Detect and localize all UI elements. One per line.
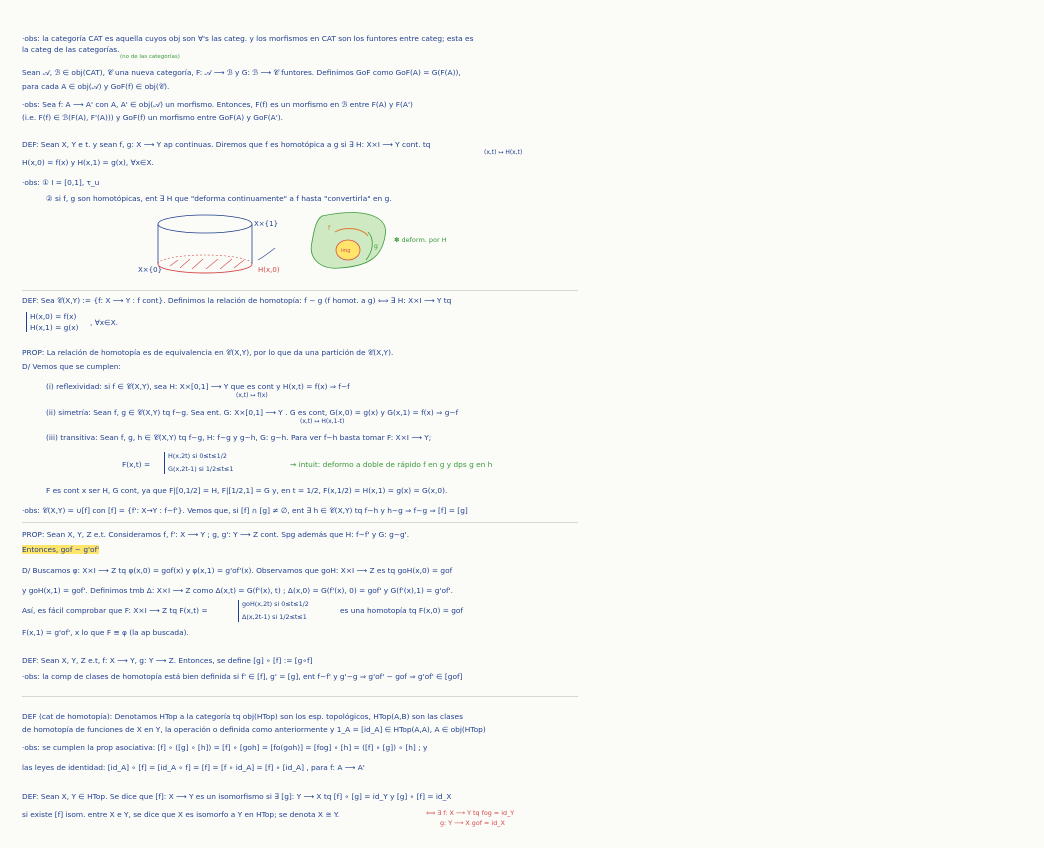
brace: [238, 600, 239, 622]
transitive-F-case2: G(x,2t-1) si 1/2≤t≤1: [168, 465, 234, 473]
obs-interval: ·obs: ① I = [0,1], τ_u: [22, 178, 100, 187]
obs-associative: ·obs: se cumplen la prop asociativa: [f] ∘ ([g] ∘ [h]) = [f] ∘ [goh] = [fo(goh)] = [fog] ∘ [h] = ([f] ∘ [g]) ∘ [h] ; y: [22, 743, 428, 752]
obs-class-composition: ·obs: la comp de clases de homotopía está bien definida si f' ∈ [f], g' = [g], ent f∼f' y g'∼g ⇒ g'of' ∼ gof ⇒ g'of' ∈ [gof]: [22, 672, 463, 681]
fig-label-x0: X×{0}: [138, 266, 163, 274]
proof-composition-4: F(x,1) = g'of', x lo que F ≡ φ (la ap buscada).: [22, 628, 189, 637]
def-composition-line2: para cada A ∈ obj(𝒜) y GoF(f) ∈ obj(𝒞).: [22, 82, 170, 91]
homotopy-cond-0: H(x,0) = f(x): [30, 312, 77, 321]
obs-deform: ② si f, g son homotópicas, ent ∃ H que "deforma continuamente" a f hasta "convertirla" en g.: [46, 194, 392, 203]
proof-composition-1: D/ Buscamos φ: X×I ⟶ Z tq φ(x,0) = gof(x) y φ(x,1) = g'of'(x). Observamos que goH: X×I ⟶ Z es tq goH(x,0) = gof: [22, 566, 453, 575]
def-composition: Sean 𝒜, ℬ ∈ obj(CAT), 𝒞 una nueva categoría, F: 𝒜 ⟶ ℬ y G: ℬ ⟶ 𝒞 funtores. Definimos GoF como GoF(A) = G(F(A)),: [22, 68, 461, 77]
obs-cat-line: ·obs: la categoría CAT es aquella cuyos obj son ∀'s las categ. y los morfismos en CAT son los funtores entre categ; esta es: [22, 34, 474, 43]
obs-partition: ·obs: 𝒞(X,Y) = ∪[f] con [f] = {f': X→Y : f∼f'}. Vemos que, si [f] ∩ [g] ≠ ∅, ent ∃ h ∈ 𝒞(X,Y) tq f∼h y h∼g ⇒ f∼g ⇒ [f] = [g]: [22, 506, 468, 515]
proof-symmetric-map: (x,t) ↦ H(x,1-t): [300, 418, 345, 425]
brace: [164, 452, 165, 474]
prop-composition: PROP: Sean X, Y, Z e.t. Consideramos f, f': X ⟶ Y ; g, g': Y ⟶ Z cont. Spg además que H: f∼f' y G: g∼g'.: [22, 530, 410, 539]
def-homotopic: DEF: Sean X, Y e t. y sean f, g: X ⟶ Y ap continuas. Diremos que f es homotópica a g si ∃ H: X×I ⟶ Y cont. tq: [22, 140, 431, 149]
brace: [26, 312, 27, 332]
homotopy-cond-forall: , ∀x∈X.: [90, 318, 118, 327]
fig-label-x1: X×{1}: [254, 220, 279, 228]
iso-equivalence-1: ⟺ ∃ f: X ⟶ Y tq fog ≃ id_Y: [426, 809, 515, 817]
def-homotopic-line2: H(x,0) = f(x) y H(x,1) = g(x), ∀x∈X.: [22, 158, 154, 167]
transitive-continuity: F es cont x ser H, G cont, ya que F|[0,1/2] = H, F|[1/2,1] = G y, en t = 1/2, F(x,1/2) = H(x,1) = g(x) = G(x,0).: [46, 486, 448, 495]
obs-morphism-line2: (i.e. F(f) ∈ ℬ(F(A), F'(A))) y GoF(f) un morfismo entre GoF(A) y GoF(A').: [22, 113, 283, 122]
def-htop-line2: de homotopía de funciones de X en Y, la operación o definida como anteriormente y 1_A = [id_A] ∈ HTop(A,A), A ∈ obj(HTop): [22, 725, 486, 734]
fig-label-deform: ✽ deform. por H: [394, 236, 447, 244]
def-class-composition: DEF: Sean X, Y, Z e.t, f: X ⟶ Y, g: Y ⟶ Z. Entonces, se define [g] ∘ [f] := [g∘f]: [22, 656, 313, 665]
transitive-intuition: ⇝ intuit: deformo a doble de rápido f en g y dps g en h: [290, 460, 493, 469]
obs-identity: las leyes de identidad: [id_A] ∘ [f] = [id_A ∘ f] = [f] = [f ∘ id_A] = [f] ∘ [id_A] , para f: A ⟶ A': [22, 763, 365, 772]
proof-composition-case2: Δ(x,2t-1) si 1/2≤t≤1: [242, 613, 307, 621]
proof-reflexive: (i) reflexividad: si f ∈ 𝒞(X,Y), sea H: X×[0,1] ⟶ Y que es cont y H(x,t) = f(x) ⇒ f∼f: [46, 382, 350, 391]
divider: [22, 522, 578, 523]
def-homotopic-map: (x,t) ↦ H(x,t): [484, 149, 523, 156]
divider: [22, 696, 578, 697]
homotopy-cond-1: H(x,1) = g(x): [30, 323, 79, 332]
fig-label-h: H(x,0): [258, 266, 280, 274]
def-isomorphism-line2: si existe [f] isom. entre X e Y, se dice que X es isomorfo a Y en HTop; se denota X ≅ Y.: [22, 810, 340, 819]
proof-composition-case1: goH(x,2t) si 0≤t≤1/2: [242, 600, 309, 608]
obs-cat-text: la categ de las categorías.: [22, 45, 120, 54]
fig-label-img: img: [341, 248, 351, 254]
divider: [22, 290, 578, 291]
prop-composition-highlight: Entonces, gof ∼ g'of': [22, 545, 100, 554]
transitive-F-lhs: F(x,t) =: [122, 460, 151, 469]
obs-morphism: ·obs: Sea f: A ⟶ A' con A, A' ∈ obj(𝒜) un morfismo. Entonces, F(f) es un morfismo en ℬ entre F(A) y F(A'): [22, 100, 413, 109]
def-htop: DEF (cat de homotopía): Denotamos HTop a la categoría tq obj(HTop) son los esp. topológicos, HTop(A,B) son las clases: [22, 712, 463, 721]
proof-composition-3: Así, es fácil comprobar que F: X×I ⟶ Z tq F(x,t) =: [22, 606, 208, 615]
fig-label-f: f: [328, 225, 331, 232]
homotopy-figure: [130, 208, 447, 283]
proof-transitive: (iii) transitiva: Sean f, g, h ∈ 𝒞(X,Y) tq f∼g, H: f∼g y g∼h, G: g∼h. Para ver f∼h basta tomar F: X×I ⟶ Y;: [46, 433, 432, 442]
iso-equivalence-2: g: Y ⟶ X gof ≃ id_X: [440, 819, 505, 827]
transitive-F-case1: H(x,2t) si 0≤t≤1/2: [168, 452, 227, 460]
proof-symmetric: (ii) simetría: Sean f, g ∈ 𝒞(X,Y) tq f∼g. Sea ent. G: X×[0,1] ⟶ Y . G es cont, G(x,0) = g(x) y G(x,1) = f(x) ⇒ g∼f: [46, 408, 459, 417]
proof-composition-3b: es una homotopía tq F(x,0) = gof: [340, 606, 464, 615]
proof-reflexive-map: (x,t) ↦ f(x): [236, 392, 268, 399]
def-homotopy-relation: DEF: Sea 𝒞(X,Y) := {f: X ⟶ Y : f cont}. Definimos la relación de homotopía: f ∼ g (f homot. a g) ⟺ ∃ H: X×I ⟶ Y tq: [22, 296, 452, 305]
obs-cat-annotation: (no de las categorías): [120, 54, 180, 60]
prop-composition-line2: [22, 545, 582, 554]
def-isomorphism: DEF: Sean X, Y ∈ HTop. Se dice que [f]: X ⟶ Y es un isomorfismo si ∃ [g]: Y ⟶ X tq [f] ∘ [g] = id_Y y [g] ∘ [f] = id_X: [22, 792, 452, 801]
prop-equivalence: PROP: La relación de homotopía es de equivalencia en 𝒞(X,Y), por lo que da una partición de 𝒞(X,Y).: [22, 348, 394, 357]
proof-composition-2: y goH(x,1) = gof'. Definimos tmb Δ: X×I ⟶ Z como Δ(x,t) = G(f'(x), t) ; Δ(x,0) = G(f'(x), 0) = gof' y G(f'(x),1) = g'of'.: [22, 586, 453, 595]
fig-label-g: g: [374, 243, 378, 250]
proof-intro: D/ Vemos que se cumplen:: [22, 362, 121, 371]
